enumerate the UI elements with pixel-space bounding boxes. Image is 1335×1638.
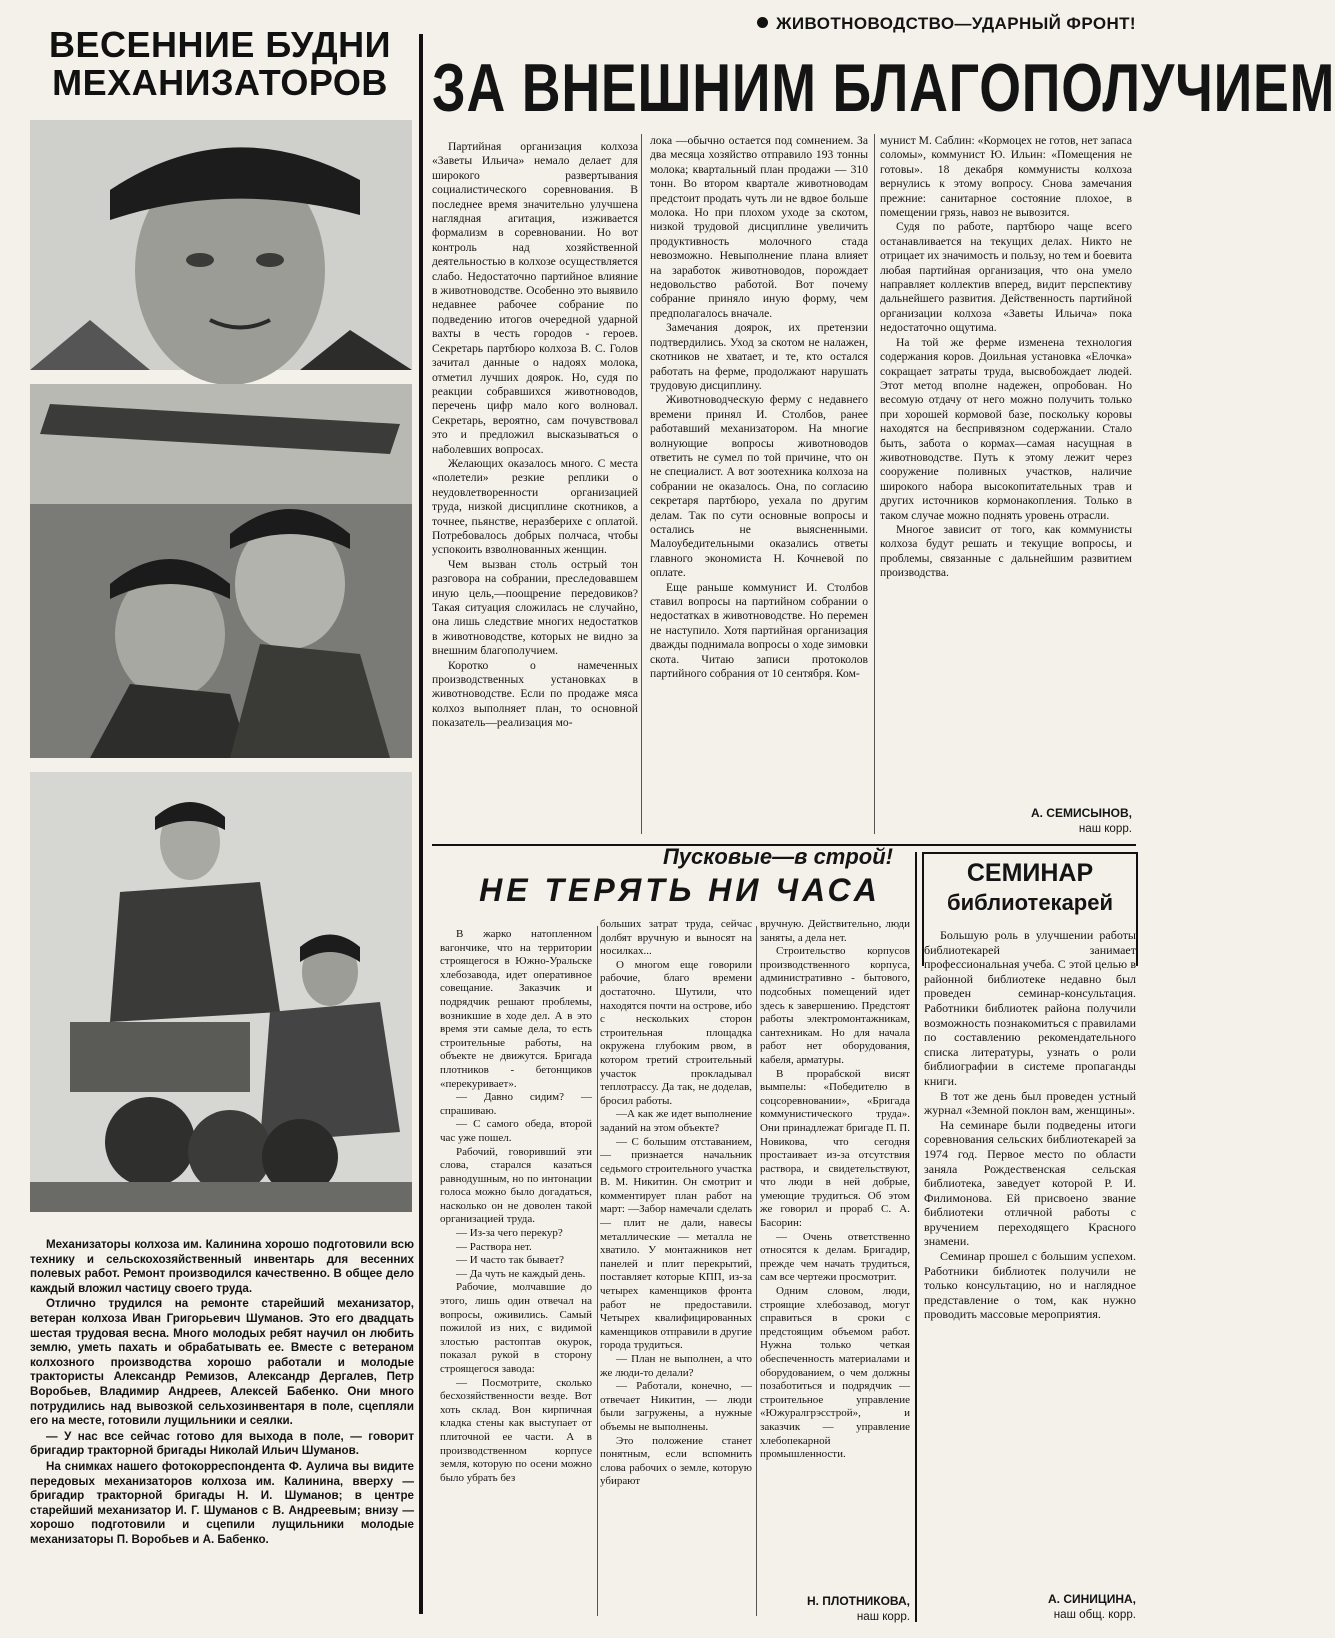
caption-paragraph: — У нас все сейчас готово для выхода в поле, — говорит бригадир тракторной бригады Николай Ильич Шуманов.	[30, 1429, 414, 1458]
article-paragraph: Строительство корпусов производственного корпуса, административно - бытового, подсобных помещений идет здесь к завершению. Предстоят работы электромонтажникам, сантехникам. Но для начала работ нет оборудования, кабеля, арматуры.	[760, 945, 910, 1066]
left-headline: ВЕСЕННИЕ БУДНИ МЕХАНИЗАТОРОВ	[49, 24, 391, 103]
article-paragraph: мунист М. Саблин: «Кормоцех не готов, нет запаса соломы», коммунист Ю. Ильин: «Помещения не готовы». 18 декабря коммунисты колхоза вернулись к этому вопросу. Снова замечания прежние: санитарное состояние плохое, в помещении грязь, навоз не вывозится.	[880, 134, 1132, 220]
seminar-headline-line-1: СЕМИНАР	[966, 859, 1094, 887]
second-column-3	[760, 918, 910, 1588]
photo-brigadier	[30, 120, 412, 370]
article-paragraph: Это положение станет понятным, если вспомнить слова рабочих о земле, которую убирают	[600, 1434, 752, 1488]
caption-paragraph: Отлично трудился на ремонте старейший механизатор, ветеран колхоза Иван Григорьевич Шуманов. Это его двадцать шестая трудовая весна. Много молодых ребят научил он любить землю, уметь пахать и обрабатывать ее. Вместе с ветераном колхозного производства хорошо работали и молодые трактористы Александр Ремизов, Александр Дергалев, Петр Воробьев, Владимир Андреев, Алексей Бабенко. Они много потрудились над вывозкой сельхозинвентаря в поле, сцепляли его на месте, готовили лущильники и сеялки.	[30, 1297, 414, 1428]
article-paragraph: — И часто так бывает?	[456, 1254, 565, 1267]
seminar-signature: А. СИНИЦИНА, наш общ. корр.	[924, 1592, 1136, 1622]
article-paragraph: Коротко о намеченных производственных установках в животноводстве. Если по продаже мяса колхоз выполняет план, то основной показатель—реализация мо-	[432, 658, 638, 730]
article-paragraph: — Раствора нет.	[456, 1240, 532, 1253]
seminar-headline-line-2: библиотекарей	[947, 890, 1113, 915]
article-paragraph: — План не выполнен, а что же люди-то делали?	[600, 1353, 752, 1379]
main-headline: ЗА ВНЕШНИМ БЛАГОПОЛУЧИЕМ	[432, 50, 1335, 126]
article-paragraph: Рабочие, молчавшие до этого, лишь один отвечал на вопросы, оживились. Самый пожилой из них, с видимой злостью растоптав окурок, показал рукой в сторону строящегося завода:	[440, 1281, 592, 1375]
article-paragraph: — С большим отставанием, — признается начальник седьмого строительного участка В. М. Никитин. Он смотрит и комментирует план работ на март: —Забор намечали сделать — плит не дали, навесы металлические — металла не хватило. У монтажников нет панелей и плит перекрытий, поставляет которые КПП, из-за четырех каменщиков фронта работ не предоставили. Четырех квалифицированных каменщиков отправили в другие города трудиться.	[600, 1135, 752, 1352]
article-paragraph: Многое зависит от того, как коммунисты колхоза будут решать и текущие вопросы, и проблемы, связанные с дальнейшим развитием производства.	[880, 522, 1132, 580]
column-rule	[756, 926, 757, 1616]
column-rule	[874, 134, 875, 834]
article-paragraph: На той же ферме изменена технология содержания коров. Доильная установка «Елочка» сокращает затраты труда, высвобождает людей. Этот метод вполне надежен, опробован. Но весомую отдачу от него можно получить только при хорошей кормовой базе, поскольку коровы находятся на беспривязном содержании. Стало быть, забота о кормах—самая насущная в животноводстве. Путь к этому лежит через сооружение поливных участков, наличие широкого набора высокопитательных трав и других источников кормонакопления. Только в таком случае можно поднять уровень отрасли.	[880, 335, 1132, 522]
second-kicker: Пусковые—в строй!	[662, 844, 894, 869]
article-paragraph: — Давно сидим? — спрашиваю.	[440, 1091, 592, 1117]
article-paragraph: Судя по работе, партбюро чаще всего останавливается на текущих делах. Никто не отрицает их значимость и пользу, но тем и боевита любая партийная организация, что она умело направляет коллектив вперед, видит перспективу дальнейшего развития. Действенность партийной организации колхоза «Заветы Ильича» пока недостаточно ощутима.	[880, 220, 1132, 335]
article-paragraph: Чем вызван столь острый тон разговора на собрании, преследовавшем иную цель,—поощрение передовиков? Такая ситуация сложилась не случайно, она лишь следствие многих недостатков в животноводстве, которых не видно за внешним благополучием.	[432, 557, 638, 658]
column-rule	[641, 134, 642, 834]
article-paragraph: вручную. Действительно, люди заняты, а дела нет.	[760, 918, 910, 944]
article-column-2	[650, 134, 868, 838]
article-paragraph: О многом еще говорили рабочие, благо времени достаточно. Шутили, что находятся почти на острове, ибо с нескольких сторон строительная площадка окружена глубоким рвом, в котором третий строительный участок прокладывал теплотрассу. Да так, не доделав, бросил работы.	[600, 958, 753, 1107]
caption-paragraph: Механизаторы колхоза им. Калинина хорошо подготовили всю технику и сельскохозяйственный инвентарь для весенних полевых работ. Ремонт производился качественно. В общее дело каждый вложил частицу своего труда.	[30, 1238, 414, 1295]
photo-veteran-and-young	[30, 384, 412, 758]
article-paragraph: — Из-за чего перекур?	[456, 1227, 563, 1240]
article-paragraph: лока —обычно остается под сомнением. За два месяца хозяйство отправило 193 тонны молока; квартальный план продажи — 310 тонн. Во втором квартале животноводам предстоит продать чуть ли не вдвое больше молока. Но при плохом уходе за скотом, низкой трудовой дисциплине увеличить продуктивность молочного стада невозможно. Невыполнение плана влияет на заработок животноводов, порождает недовольство работой. Вот почему собрание приняло иную форму, чем предполагалось вначале.	[650, 134, 868, 320]
caption-paragraph: На снимках нашего фотокорреспондента Ф. Аулича вы видите передовых механизаторов колхоза им. Калинина, вверху — бригадир тракторной бригады Н. И. Шуманов; в центре старейший механизатор И. Г. Шуманов с В. Андреевым; внизу — хорошо подготовили и сцепили лущильники молодые механизаторы П. Воробьев и А. Бабенко.	[30, 1459, 414, 1546]
article-paragraph: В прорабской висят вымпелы: «Победителю в соцсоревновании», «Бригада коммунистического труда». Они принадлежат бригаде П. П. Новикова, что сегодня простаивает из-за отсутствия раствора, и свидетельствуют, что люди в ней добрые, умеющие трудиться. Об этом же говорил и прораб С. А. Басорин:	[760, 1067, 910, 1230]
article-paragraph: больших затрат труда, сейчас долбят вручную и выносят на носилках...	[600, 918, 752, 958]
article-paragraph: Животноводческую ферму с недавнего времени принял И. Столбов, ранее работавший механизатором. На многие волнующие вопросы животноводов ответить не сумел по той причине, что он не специалист. А вот зоотехника колхоза на собрании не оказалось. Она, по согласию секретаря партбюро, уехала по другим делам. Так по сути основные вопросы и остались не выясненными. Малоубедительными оказались ответы главного экономиста Н. Кочневой по оплате.	[650, 393, 868, 580]
article-paragraph: В жарко натопленном вагончике, что на территории строящегося в Южно-Уральске хлебозавода, идет оперативное совещание. Заказчик и подрядчик решают проблемы, возникшие в ходе дел. А в это время эти самые дела, то есть строительные работы, на объекте не движутся. Бригада плотников - бетонщиков «перекуривает».	[440, 928, 592, 1090]
article-paragraph: Партийная организация колхоза «Заветы Ильича» немало делает для широкого развертывания социалистического соревнования. В последнее время значительно улучшена наглядная агитация, изживается формализм в соревновании. Но вот контроль над хозяйственной деятельностью в колхозе осуществляется слабо. Недостаточно партийное влияние в животноводстве. Особенно это выявило недавнее рабочее собрание по подведению итогов очередной ударной вахты в честь городов - героев. Секретарь партбюро колхоза В. С. Голов зачитал данные о надоях молока, отметил лучших доярок. Но, судя по реакции собравшихся животноводов, перечень цифр мало кого волновал. Секретарь, вероятно, сам почувствовал это и предложил высказываться о наболевших вопросах.	[432, 140, 638, 456]
article-paragraph: Еще раньше коммунист И. Столбов ставил вопросы на партийном собрании о недостатках в животноводстве. Но перемен не наступило. Хотя партийная организация дважды поднимала вопросы о ходе зимовки скота. Читаю записи протоколов партийного собрания от 10 сентября. Ком-	[650, 580, 868, 681]
article-paragraph: Замечания доярок, их претензии подтвердились. Уход за скотом не налажен, скотников не хватает, и те, кто остался работать на ферме, продолжают нарушать трудовую дисциплину.	[650, 321, 868, 392]
vertical-divider	[419, 34, 423, 1614]
article-paragraph: — Очень ответственно относятся к делам. Бригадир, прежде чем начать трудиться, сам все чертежи просмотрит.	[760, 1230, 910, 1284]
article-paragraph: — Да чуть не каждый день.	[456, 1267, 586, 1280]
seminar-paragraph: На семинаре были подведены итоги соревнования сельских библиотекарей за 1974 год. Первое место по области заняла Рождественская сельская библиотека, заведует которой Р. И. Филимонова. Ей присвоено звание библиотеки отличной работы с вручением переходящего Красного знамени.	[924, 1117, 1136, 1249]
article-paragraph: Рабочий, говоривший эти слова, старался казаться равнодушным, но по интонации голоса можно было догадаться, насколько он не доволен такой организацией труда.	[440, 1145, 592, 1226]
photo-young-mechanics	[30, 772, 412, 1212]
seminar-paragraph: Семинар прошел с большим успехом. Работники библиотек получили не только консультацию, но и наглядное представление о том, как нужно проводить массовые мероприятия.	[924, 1249, 1136, 1322]
seminar-paragraph: Большую роль в улучшении работы библиотекарей занимает профессиональная учеба. С этой целью в районной библиотеке недавно был проведен семинар-консультация. Работники библиотек района получили возможность познакомиться с правилами по составлению рекомендательного списка литературы, узнать о роли библиографии в системе пропаганды книги.	[924, 928, 1136, 1088]
seminar-headline	[924, 858, 1136, 918]
article-column-1	[432, 140, 638, 840]
article-column-3	[880, 134, 1132, 800]
article-paragraph: — С самого обеда, второй час уже пошел.	[440, 1118, 592, 1144]
seminar-text	[924, 928, 1136, 1578]
photo-caption	[30, 1238, 414, 1548]
column-rule	[597, 926, 598, 1616]
section-kicker: ЖИВОТНОВОДСТВО—УДАРНЫЙ ФРОНТ!	[640, 14, 1136, 34]
article-paragraph: — Работали, конечно, —отвечает Никитин, — люди были загружены, а нужные объемы не выполнены.	[600, 1380, 752, 1433]
column-divider	[915, 852, 917, 1622]
bullet-icon	[757, 17, 768, 28]
seminar-signature-role: наш общ. корр.	[1053, 1608, 1136, 1621]
seminar-paragraph: В тот же день был проведен устный журнал «Земной поклон вам, женщины».	[924, 1088, 1136, 1118]
article-paragraph: Желающих оказалось много. С места «полетели» резкие реплики о неудовлетворенности организацией труда, низкой дисциплине скотников, а точнее, пьянстве, неразберихе с оплатой. Потребовалось добрых полчаса, чтобы успокоить взволнованных женщин.	[432, 456, 638, 557]
main-signature: А. СЕМИСЫНОВ, наш корр.	[880, 806, 1132, 836]
second-column-1	[440, 928, 592, 1628]
second-signature-role: наш корр.	[856, 1610, 910, 1623]
article-paragraph: —А как же идет выполнение заданий на этом объекте?	[600, 1108, 752, 1134]
second-column-2	[600, 918, 752, 1626]
second-signature: Н. ПЛОТНИКОВА, наш корр.	[760, 1594, 910, 1624]
article-paragraph: — Посмотрите, сколько бесхозяйственности везде. Вот хоть склад. Вон кирпичная кладка стены как выступает от плиточной ее части. А в производственном корпусе земля, которую по осени можно было убрать без	[440, 1376, 592, 1484]
article-paragraph: Одним словом, люди, строящие хлебозавод, могут справиться в сроки с предстоящим объемом работ. Нужна только четкая обеспеченность материалами и оборудованием, о чем должны позаботиться и подрядчик — строительное управление «Южуралгрэсстрой», и заказчик — управление хлебопекарной промышленности.	[760, 1285, 910, 1461]
second-headline: НЕ ТЕРЯТЬ НИ ЧАСА	[479, 872, 881, 908]
main-signature-role: наш корр.	[1078, 822, 1132, 835]
